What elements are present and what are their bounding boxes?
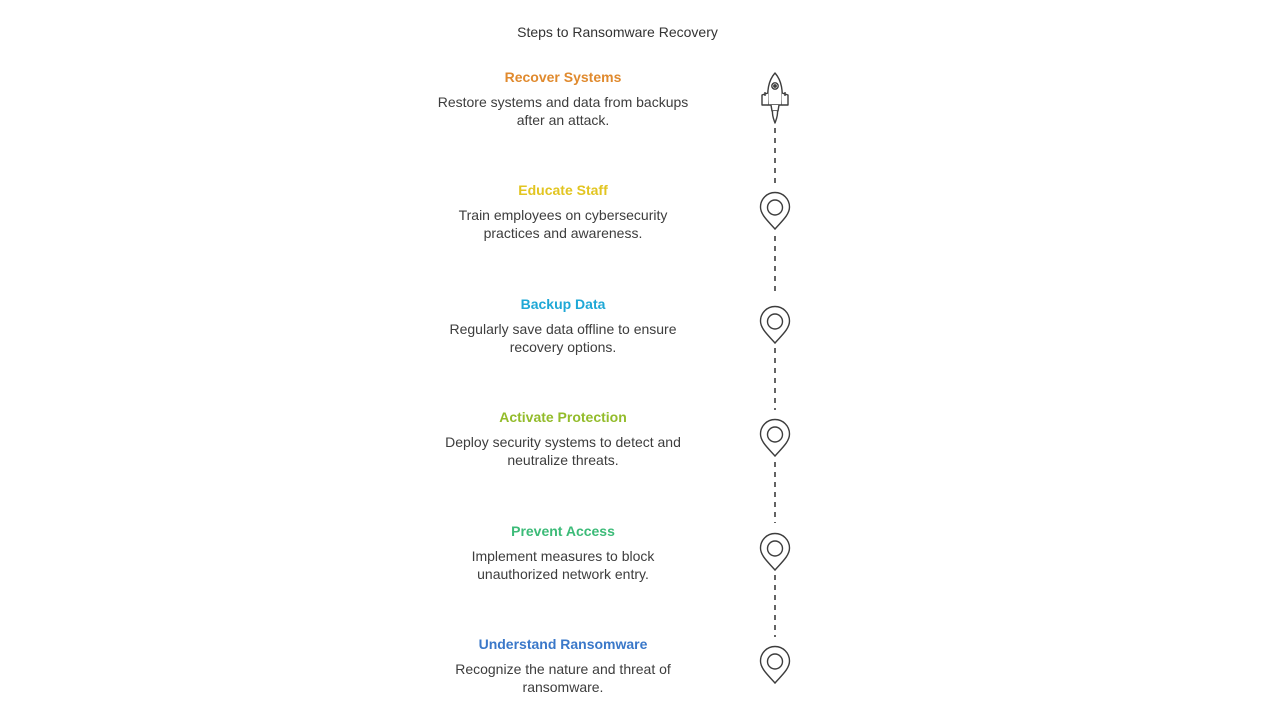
step-backup-data: [430, 295, 696, 356]
location-pin-icon: [761, 307, 790, 344]
step-description: Regularly save data offline to ensure recovery options.: [449, 321, 677, 355]
step-description: Restore systems and data from backups after an attack.: [437, 94, 689, 128]
step-activate-protection: [430, 408, 696, 469]
step-prevent-access: [430, 522, 696, 583]
location-pin-icon: [761, 420, 790, 457]
step-title: Prevent Access: [511, 523, 615, 539]
step-educate-staff: [430, 181, 696, 242]
step-description: Deploy security systems to detect and neutralize threats.: [445, 434, 681, 468]
step-title: Recover Systems: [504, 69, 622, 85]
step-recover-systems: [430, 68, 696, 129]
step-title: Backup Data: [520, 296, 606, 312]
step-title: Understand Ransomware: [478, 636, 648, 652]
location-pin-icon: [761, 534, 790, 571]
location-pin-icon: [761, 193, 790, 230]
diagram-title: Steps to Ransomware Recovery: [517, 24, 718, 40]
rocket-icon: [762, 73, 788, 123]
step-understand-ransomware: [430, 635, 696, 696]
step-description: Train employees on cybersecurity practices and awareness.: [458, 207, 668, 241]
step-description: Recognize the nature and threat of ransomware.: [455, 661, 671, 695]
step-description: Implement measures to block unauthorized network entry.: [471, 548, 655, 582]
step-title: Educate Staff: [518, 182, 608, 198]
step-title: Activate Protection: [499, 409, 627, 425]
location-pin-icon: [761, 647, 790, 684]
